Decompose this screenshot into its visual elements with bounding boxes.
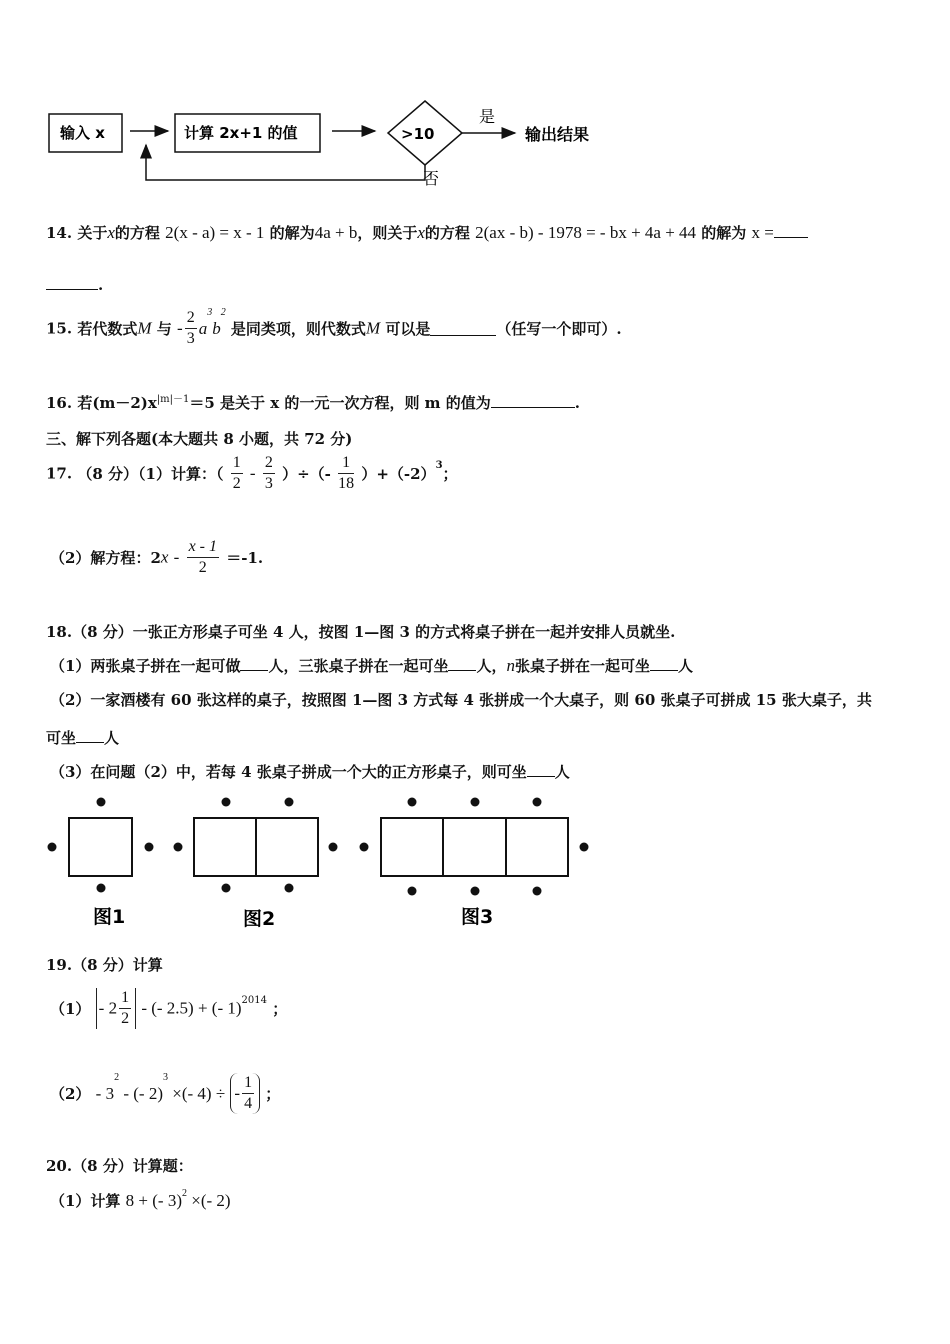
figure-1-label: 图1: [93, 906, 126, 928]
q14-equation-1: 2(x - a) = x - 1: [165, 223, 265, 242]
answer-blank[interactable]: [650, 656, 678, 671]
q20-title: 20.（8 分）计算题：: [46, 1157, 193, 1175]
q18-line-1: 18.（8 分）一张正方形桌子可坐 4 人，按图 1—图 3 的方式将桌子拼在一起并安排人员就坐.: [46, 623, 676, 641]
answer-blank[interactable]: [527, 762, 555, 777]
q14-equation-2: 2(ax - b) - 1978 = - bx + 4a + 44: [475, 223, 697, 242]
answer-blank[interactable]: [774, 223, 808, 238]
answer-blank[interactable]: [448, 656, 476, 671]
q20-part-1: （1）计算 8 + (- 3)$^2$ ×(- 2): [50, 1188, 231, 1210]
figure-1: [48, 798, 154, 929]
flow-input-label: 输入 x: [60, 124, 105, 142]
figure-3: [360, 798, 589, 929]
q19-part-1: （1） - 2 $\frac{1}{2}$ - (- 2.5) + (- 1)$^{2014}$ ；: [50, 989, 288, 1027]
q18-line-4: 可坐 人: [46, 729, 120, 747]
question-17-part-1: 17. （8 分）（1）计算：（ $\frac{1}{2}$ - $\frac{2}{3}$ ）÷（- $\frac{1}{18}$ ）$+(-2)^3$；: [46, 454, 458, 492]
flow-output-label: 输出结果: [525, 125, 590, 144]
flow-yes-label: 是: [479, 107, 496, 126]
answer-blank[interactable]: [46, 275, 98, 290]
question-16: 16. 若$(m-2)x^{|m|-1}=5$ 是关于 x 的一元一次方程，则 m 的值为 .: [46, 394, 580, 412]
table-figures: [0, 790, 950, 935]
answer-blank[interactable]: [76, 728, 104, 743]
question-14: 14. 关于x的方程 2(x - a) = x - 1 的解为4a + b，则关于x的方程 2(ax - b) - 1978 = - bx + 4a + 44 的解为 x =: [46, 222, 808, 243]
question-15: 15. 若代数式M 与 - $\frac{2}{3}$ $a^3b^2$ 是同类项，则代数式M 可以是 （任写一个即可）.: [46, 307, 622, 347]
answer-blank[interactable]: [430, 321, 496, 336]
flowchart: [0, 0, 950, 200]
flow-no-label: 否: [423, 169, 440, 188]
q19-part-2: $(2) - 3^2$ - (- 2)$^3$ ×(- 4) ÷ - $\frac{1}{4}$ ；: [50, 1072, 281, 1112]
q14-solution: 4a + b: [314, 223, 358, 242]
q18-line-3: （2）一家酒楼有 60 张这样的桌子，按照图 1—图 3 方式每 4 张拼成一个大桌子，则 60 张桌子可拼成 15 张大桌子，共: [50, 691, 872, 709]
figure-2: [174, 798, 338, 931]
flow-compute-label: 计算 2x+1 的值: [184, 124, 298, 142]
figure-3-label: 图3: [461, 906, 494, 928]
flow-decision-label: >10: [401, 125, 435, 143]
q18-line-2: （1）两张桌子拼在一起可做 人，三张桌子拼在一起可坐 人，n张桌子拼在一起可坐 人: [50, 656, 694, 675]
q14-continuation: .: [46, 275, 103, 294]
q19-title: 19.（8 分）计算: [46, 956, 163, 974]
section-3-title: 三、解下列各题(本大题共 8 小题，共 72 分): [46, 430, 353, 448]
answer-blank[interactable]: [240, 656, 268, 671]
answer-blank[interactable]: [491, 393, 575, 408]
figure-2-label: 图2: [243, 908, 276, 930]
q15-fraction: $\frac{2}{3}$: [186, 309, 195, 347]
question-17-part-2: （2）解方程：2x - $\frac{x - 1}{2}$ ＝-1.: [50, 538, 264, 576]
q18-line-5: （3）在问题（2）中，若每 4 张桌子拼成一个大的正方形桌子，则可坐 人: [50, 763, 570, 781]
